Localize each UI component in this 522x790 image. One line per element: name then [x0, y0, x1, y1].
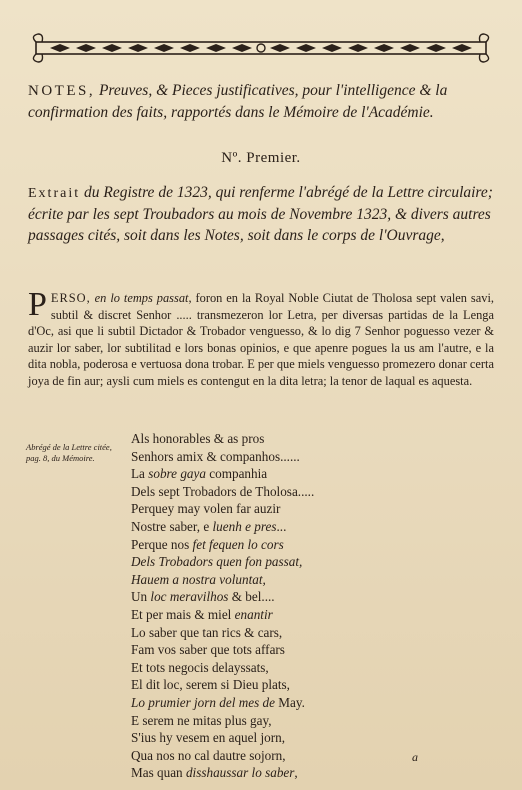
poem-line-segment: Nostre saber, e [131, 518, 213, 534]
signature-mark: a [412, 750, 418, 764]
poem-line [131, 641, 461, 659]
poem-line-segment: Un [131, 589, 151, 605]
poem-line-segment: Perquey may volen far auzir [131, 501, 281, 517]
poem-line-segment: Lo saber que tan rics & cars, [131, 624, 283, 640]
poem-line [131, 676, 461, 694]
margin-note: Abrégé de la Lettre citée, pag. 8, du Mémoire. [26, 442, 112, 463]
poem-line-segment: Dels Trobadors quen fon passat, [131, 554, 303, 570]
poem-line-segment: Et per mais & miel [131, 606, 235, 622]
extract-heading-lead: Extrait [28, 186, 81, 201]
body-paragraph [28, 286, 494, 389]
notes-heading-text: Preuves, & Pieces justificatives, pour l'intelligence & la confirmation des faits, rapportés dans le Mémoire de l'Académie. [28, 82, 448, 121]
body-italic: en lo temps passat [90, 291, 189, 305]
poem-line-segment: Perque nos [131, 536, 193, 552]
poem-line [131, 624, 461, 642]
poem-line-segment: Hauem a nostra voluntat, [131, 571, 266, 587]
poem-line-segment: loc meravilhos [150, 589, 229, 605]
poem-line-segment: Dels sept Trobadors de Tholosa..... [131, 483, 315, 499]
extract-heading-text: du Registre de 1323, qui renferme l'abrégé de la Lettre circulaire; écrite par les sept Troubadors au mois de Novembre 1323, & divers autres passages cités, soit dans les Notes, soit dans le corps de l'Ouvrage, [28, 184, 493, 244]
poem-line [131, 571, 461, 589]
section-title: Nº. Premier. [221, 150, 301, 166]
body-caps: ERSO, [50, 291, 91, 305]
poem-line-segment: companhia [205, 466, 268, 482]
extract-heading [28, 182, 496, 246]
poem-line-segment: S'ius hy vesem en aquel jorn, [131, 730, 286, 746]
poem-line-segment: fet fequen lo cors [192, 536, 284, 552]
notes-heading [28, 80, 496, 123]
poem-line-segment: disshaussar lo saber [185, 765, 295, 781]
poem-line [131, 694, 461, 712]
poem-line-segment: ... [276, 518, 287, 534]
poem-line [131, 430, 461, 448]
poem-line-segment: Als honorables & as pros [131, 431, 265, 446]
poem-line-segment: La [131, 466, 149, 482]
poem-line-segment: Mas quan [131, 765, 186, 781]
poem-line-segment: & bel.... [228, 589, 275, 605]
poem-line-segment: sobre gaya [148, 466, 206, 482]
poem-line [131, 729, 461, 747]
poem-line-segment: luenh e pres [212, 518, 277, 534]
notes-heading-lead: NOTES, [28, 83, 96, 99]
poem-line-segment: enantir [234, 606, 273, 622]
poem-line-segment: Et tots negocis delayssats, [131, 659, 269, 675]
poem-line [131, 483, 461, 501]
poem-line-segment: El dit loc, serem si Dieu plats, [131, 677, 290, 693]
poem-line [131, 465, 461, 483]
poem-line-segment: , [294, 765, 298, 781]
poem-line [131, 536, 461, 554]
poem-line [131, 712, 461, 730]
poem-line [131, 448, 461, 466]
body-text: , foron en la Royal Noble Ciutat de Tholosa sept valen savi, subtil & discret Senhor ..... transmezeron lor Letra, per diversas partidas de la Lenga d'Oc, asi que li subtil Dictador & Trobador venguesso, & lo dig 7 Senhor poguesso vezer & auzir lor saber, lor subtilitad e lors bonas opinios, e que apenre pogues la us am l'autre, e la dita nobla, poderosa e vertuosa dona trobar. E per que miels venguesso promezero donar certa joya de fin aur; aysli cum miels es contengut en la dita letra; la tenor de laqual es aquesta. [28, 291, 494, 388]
poem-line-segment: Fam vos saber que tots affars [131, 642, 285, 658]
poem-line [131, 553, 461, 571]
poem-line-segment: Qua nos no cal dautre sojorn, [131, 747, 286, 763]
poem-line-segment: E serem ne mitas plus gay, [131, 712, 272, 728]
poem-line-segment: May. [274, 694, 305, 710]
poem-line-segment: Senhors amix & companhos...... [131, 448, 300, 464]
poem-line [131, 606, 461, 624]
ornamental-header-band [30, 32, 492, 64]
poem-line [131, 500, 461, 518]
poem-line [131, 588, 461, 606]
poem-line-segment: Lo prumier jorn del mes de [131, 694, 275, 710]
poem-block [131, 430, 461, 782]
poem-line [131, 659, 461, 677]
drop-cap: P [28, 286, 47, 323]
poem-line [131, 518, 461, 536]
poem-line [131, 764, 461, 782]
